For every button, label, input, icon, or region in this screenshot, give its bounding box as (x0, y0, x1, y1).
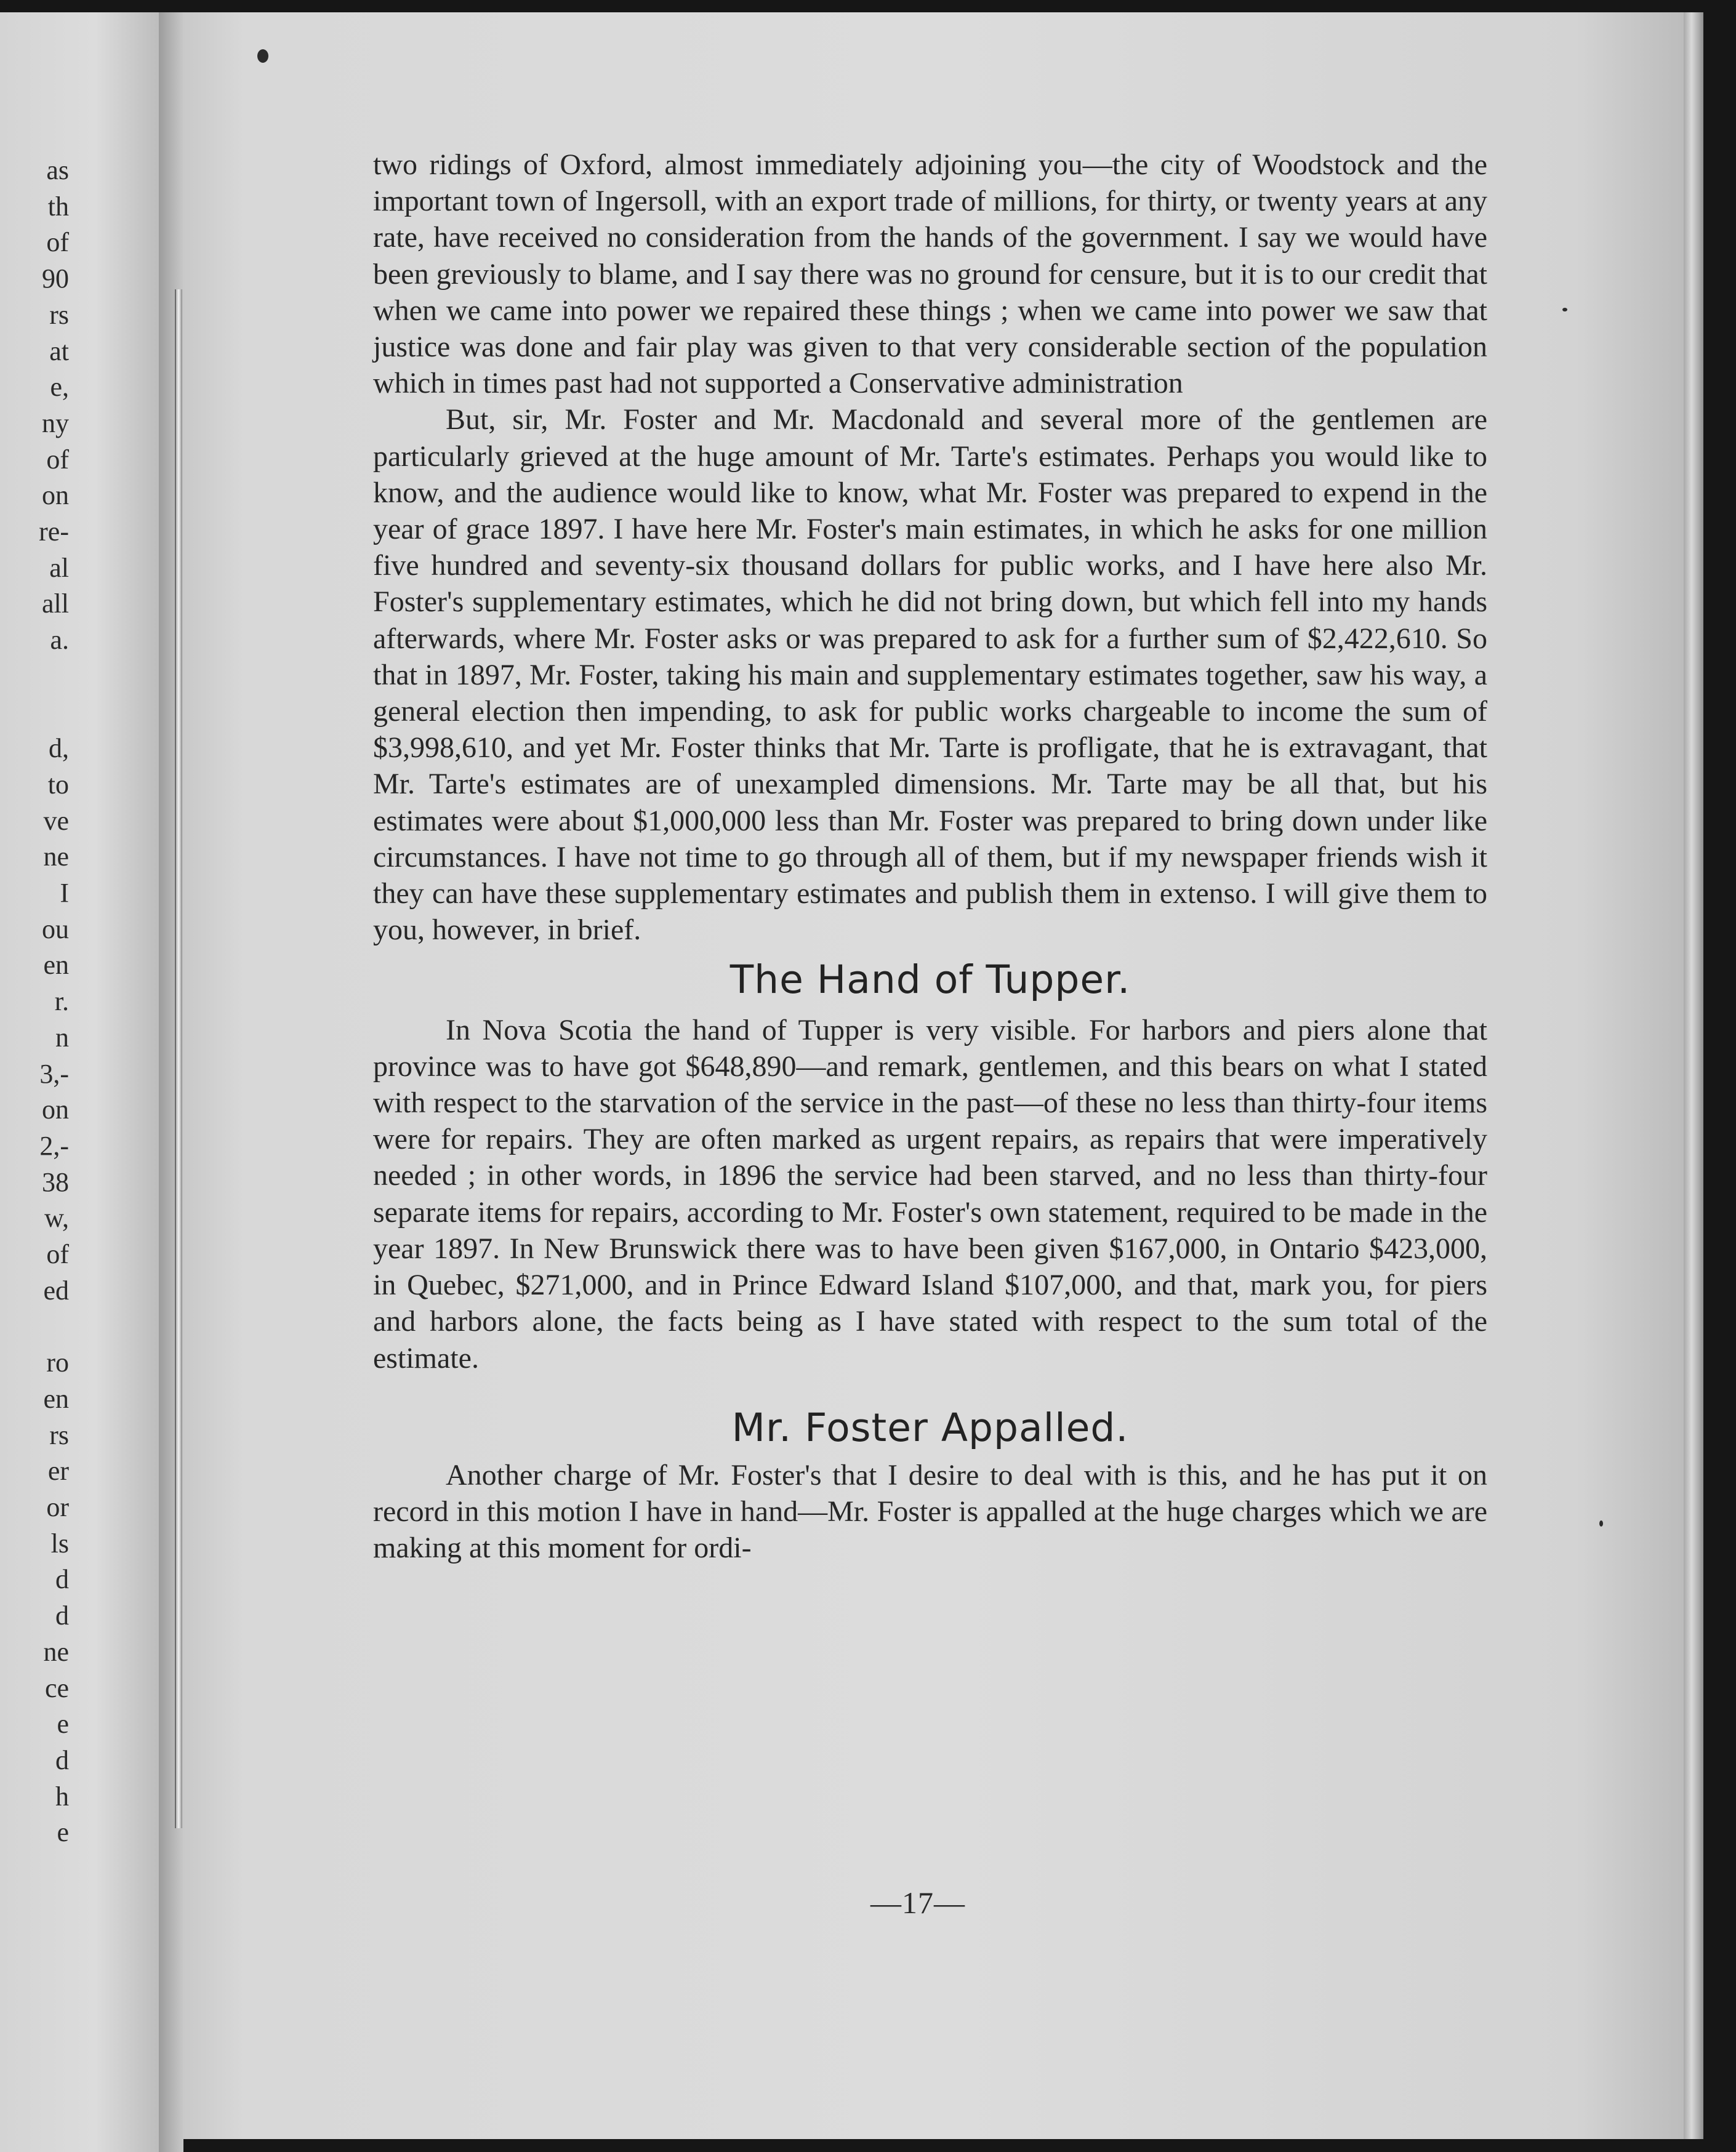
facing-page-fragment (0, 12, 159, 2152)
body-text (373, 147, 1487, 1567)
page-number: —17— (870, 1885, 965, 1920)
paragraph: In Nova Scotia the hand of Tupper is very visible. For harbors and piers alone that province was to have got $648,890—and remark, gentlemen, and this bears on what I stated with respect to the starvation of the service in the past—of these no less than thirty-four items were for repairs. They are often marked as urgent repairs, as repairs that were imperatively needed ; in other words, in 1896 the service had been starved, and no less than thirty-four separate items for repairs, according to Mr. Foster's own statement, required to be made in the year 1897. In New Brunswick there was to have been given $167,000, in Ontario $423,000, in Quebec, $271,000, and in Prince Edward Island $107,000, and that, mark you, for piers and harbors alone, the facts being as I have stated with respect to the sum total of the estimate. (373, 1013, 1487, 1375)
binding-crease (175, 289, 182, 1828)
paragraph: Another charge of Mr. Foster's that I desire to deal with is this, and he has put it on record in this motion I have in hand—Mr. Foster is appalled at the huge charges which we are making at this moment for ordi- (373, 1458, 1487, 1565)
paper-speck (257, 49, 268, 63)
page-edge (1684, 12, 1703, 2139)
paper-speck (1599, 1520, 1603, 1527)
paper-speck (1562, 308, 1567, 311)
paragraph: But, sir, Mr. Foster and Mr. Macdonald and several more of the gentlemen are particularly grieved at the huge amount of Mr. Tarte's estimates. Perhaps you would like to know, and the audience would like to know, what Mr. Foster was prepared to expend in the year of grace 1897. I have here Mr. Foster's main estimates, in which he asks for one million five hundred and seventy-six thousand dollars for public works, and I have here also Mr. Foster's supplementary estimates, which he did not bring down, but which fell into my hands afterwards, where Mr. Foster asks or was prepared to ask for a further sum of $2,422,610. So that in 1897, Mr. Foster, taking his main and supplementary estimates together, saw his way, a general election then impending, to ask for public works chargeable to income the sum of $3,998,610, and yet Mr. Foster thinks that Mr. Tarte is profligate, that he is extravagant, that Mr. Tarte's estimates are of unexampled dimensions. Mr. Tarte may be all that, but his estimates were about $1,000,000 less than Mr. Foster was prepared to bring down under like circumstances. I have not time to go through all of them, but if my newspaper friends wish it they can have these supplementary estimates and publish them in extenso. I will give them to you, however, in brief. (373, 403, 1487, 947)
section-heading: The Hand of Tupper. (729, 957, 1131, 1003)
paragraph: two ridings of Oxford, almost immediately adjoining you—the city of Woodstock and the important town of Ingersoll, with an export trade of millions, for thirty, or twenty years at any rate, have received no consideration from the hands of the government. I say we would have been greviously to blame, and I say there was no ground for censure, but it is to our credit that when we came into power we repaired these things ; when we came into power we saw that justice was done and fair play was given to that very considerable section of the population which in times past had not supported a Conservative administration (373, 148, 1487, 400)
facing-page-line-ends: as th of 90 rs at e, ny of on re- al all a. d, to ve ne I ou en r. n 3,- on 2,- 38 w, of ed ro en rs er or ls d d ne ce e d h e (39, 155, 69, 1848)
section-heading: Mr. Foster Appalled. (731, 1405, 1129, 1450)
